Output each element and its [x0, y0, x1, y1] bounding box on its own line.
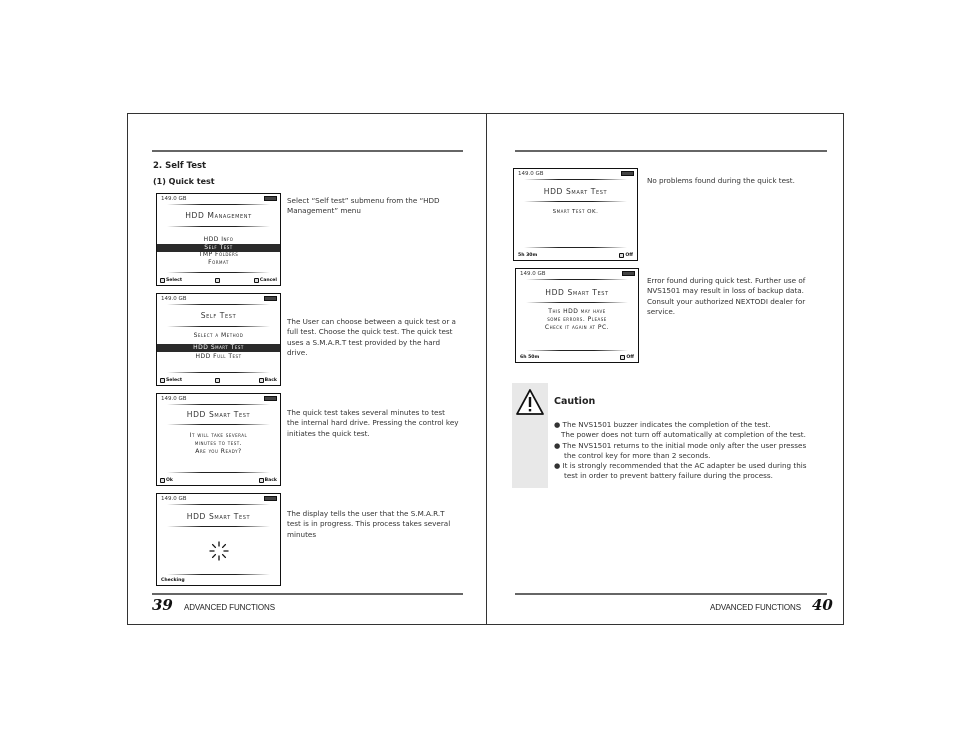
menu-item-self-test: Self Test [157, 244, 280, 252]
result-description: No problems found during the quick test. [647, 176, 795, 185]
lcd-screen-self-test [156, 293, 281, 386]
battery-icon [621, 171, 634, 176]
key-icon [160, 278, 165, 283]
capacity-label: 149.0 GB [520, 271, 546, 277]
divider-line [167, 404, 270, 405]
capacity-label: 149.0 GB [161, 296, 187, 302]
menu-item-format: Format [208, 259, 229, 266]
caution-sidebar [512, 383, 548, 488]
capacity-label: 149.0 GB [518, 171, 544, 177]
warning-icon [515, 388, 545, 416]
loading-spinner-icon [208, 540, 230, 562]
key-icon [160, 378, 165, 383]
message-line: some errors. Please [547, 316, 607, 323]
divider-line [167, 226, 270, 227]
battery-icon [264, 396, 277, 401]
softkey-cancel: Cancel [254, 278, 277, 283]
step-description: Select “Self test” submenu from the “HDD Management” menu [287, 196, 440, 216]
key-icon [619, 253, 624, 258]
caution-bullet-cont: test in order to prevent battery failure during the process. [564, 471, 773, 480]
screen-title: HDD Smart Test [543, 187, 608, 196]
caution-bullet: ● It is strongly recommended that the AC adapter be used during this [554, 461, 807, 470]
divider-line [167, 272, 270, 273]
key-icon [259, 478, 264, 483]
softkey-select: Select [160, 278, 182, 283]
divider-line [524, 247, 627, 248]
lcd-screen-smart-test-error [515, 268, 639, 363]
message-line: Check it again at PC. [544, 324, 610, 331]
key-icon [160, 478, 165, 483]
softkey-off: Off [620, 355, 634, 360]
page-number-left: 39 [152, 596, 173, 614]
footer-text-right: ADVANCED FUNCTIONS [710, 603, 801, 612]
divider-line [167, 326, 270, 327]
divider-line [167, 526, 270, 527]
divider-line [167, 204, 270, 205]
message-line: This HDD may have [548, 308, 606, 315]
caution-bullet-cont: The power does not turn off automatically at completion of the test. [561, 430, 806, 439]
result-description: Error found during quick test. Further use of NVS1501 may result in loss of backup data. Consult your authorized NEXTODI dealer for service. [647, 276, 806, 316]
header-rule-right [515, 150, 827, 152]
divider-line [167, 304, 270, 305]
battery-icon [264, 196, 277, 201]
footer-rule-right [515, 593, 827, 595]
divider-line [524, 201, 627, 202]
step-description: The User can choose between a quick test or a full test. Choose the quick test. The quick test uses a S.M.A.R.T test provided by the hard drive. [287, 317, 456, 357]
key-icon [254, 278, 259, 283]
lcd-screen-smart-test-progress [156, 493, 281, 586]
page-number-right: 40 [812, 596, 833, 614]
softkey-back: Back [259, 478, 277, 483]
footer-rule-left [152, 593, 463, 595]
divider-line [526, 279, 628, 280]
updown-icon [215, 278, 220, 283]
divider-line [167, 424, 270, 425]
screen-title: HDD Management [185, 211, 252, 220]
key-icon [259, 378, 264, 383]
lcd-screen-hdd-management [156, 193, 281, 286]
elapsed-time: 6h 50m [520, 355, 540, 360]
caution-bullet: ● The NVS1501 returns to the initial mode only after the user presses [554, 441, 807, 450]
lcd-screen-smart-test-ready [156, 393, 281, 486]
divider-line [167, 372, 270, 373]
softkey-ok: Ok [160, 478, 173, 483]
result-message: Smart Test OK. [552, 209, 599, 215]
softkey-back: Back [259, 378, 277, 383]
divider-line [526, 350, 628, 351]
header-rule-left [152, 150, 463, 152]
softkey-select: Select [160, 378, 182, 383]
menu-item-hdd-info: HDD Info [203, 236, 234, 243]
battery-icon [264, 296, 277, 301]
divider-line [167, 504, 270, 505]
screen-title: HDD Smart Test [545, 288, 609, 297]
battery-icon [622, 271, 635, 276]
capacity-label: 149.0 GB [161, 496, 187, 502]
screen-title: HDD Smart Test [186, 512, 251, 521]
section-heading: 2. Self Test [153, 161, 207, 171]
menu-item-smart-test: HDD Smart Test [157, 344, 280, 352]
menu-item-full-test: HDD Full Test [195, 353, 242, 360]
caution-title: Caution [554, 396, 596, 407]
page-divider [486, 113, 487, 625]
softkey-off: Off [619, 253, 633, 258]
screen-title: HDD Smart Test [186, 410, 251, 419]
method-prompt: Select a Method [193, 332, 244, 339]
updown-icon [215, 378, 220, 383]
key-icon [620, 355, 625, 360]
screen-title: Self Test [200, 311, 237, 320]
capacity-label: 149.0 GB [161, 396, 187, 402]
lcd-screen-smart-test-ok [513, 168, 638, 261]
status-checking: Checking [161, 578, 185, 583]
footer-text-left: ADVANCED FUNCTIONS [184, 603, 275, 612]
divider-line [526, 302, 628, 303]
divider-line [524, 179, 627, 180]
message-line: It will take several [189, 432, 248, 439]
battery-icon [264, 496, 277, 501]
divider-line [167, 574, 270, 575]
menu-item-tmp-folders: TMP Folders [198, 251, 239, 258]
capacity-label: 149.0 GB [161, 196, 187, 202]
step-description: The quick test takes several minutes to test the internal hard drive. Pressing the control key initiates the quick test. [287, 408, 459, 438]
divider-line [167, 472, 270, 473]
caution-bullet: ● The NVS1501 buzzer indicates the completion of the test. [554, 420, 771, 429]
message-line: minutes to test. [194, 440, 243, 447]
message-line: Are you Ready? [195, 448, 242, 455]
caution-bullet-cont: the control key for more than 2 seconds. [564, 451, 711, 460]
elapsed-time: 5h 30m [518, 253, 538, 258]
subsection-heading: (1) Quick test [153, 177, 215, 186]
step-description: The display tells the user that the S.M.A.R.T test is in progress. This process takes several minutes [287, 509, 451, 539]
